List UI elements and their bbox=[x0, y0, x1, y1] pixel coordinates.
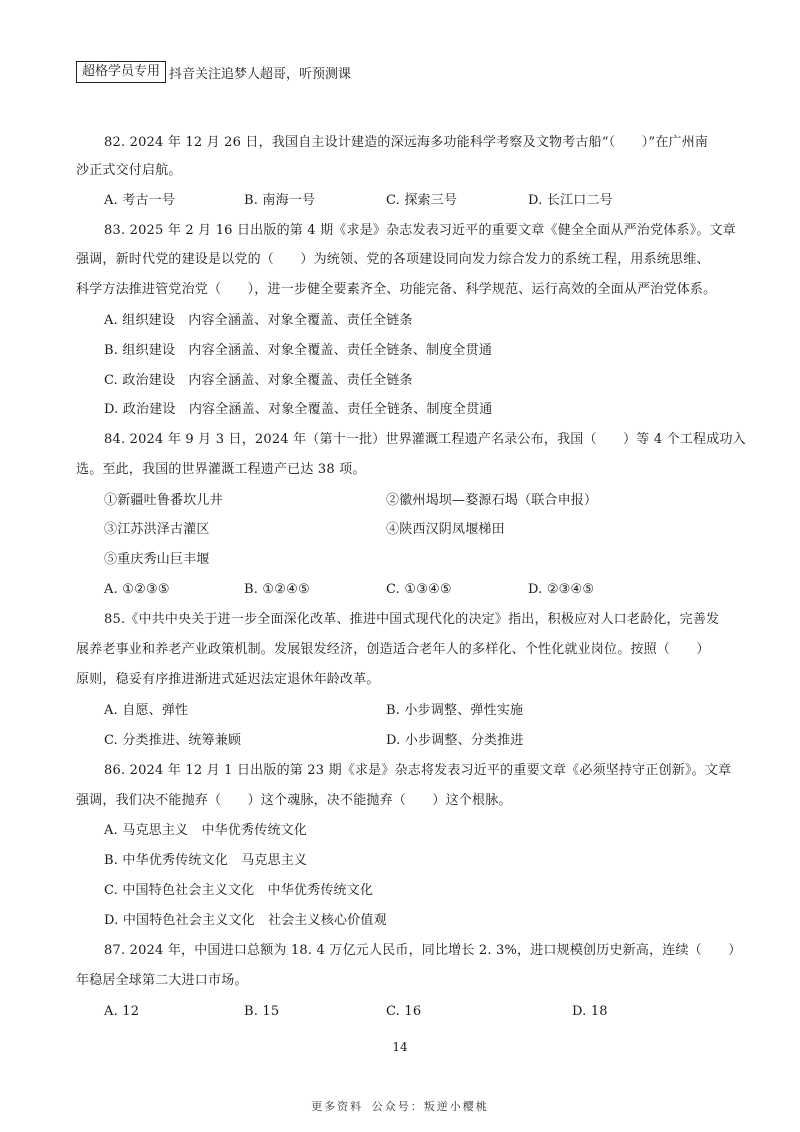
q85-stem-line3: 原则，稳妥有序推进渐进式延迟法定退休年龄改革。 bbox=[76, 672, 380, 687]
q82-option-b: B. 南海一号 bbox=[244, 193, 316, 208]
q82-option-a: A. 考古一号 bbox=[104, 193, 176, 208]
q87-option-d: D. 18 bbox=[572, 1004, 608, 1019]
q84-option-a: A. ①②③⑤ bbox=[104, 582, 170, 597]
q82-stem-line2: 沙正式交付启航。 bbox=[76, 163, 182, 178]
q85-option-b: B. 小步调整、弹性实施 bbox=[386, 703, 524, 718]
q85-option-d: D. 小步调整、分类推进 bbox=[386, 733, 524, 748]
q85-option-c: C. 分类推进、统筹兼顾 bbox=[104, 733, 242, 748]
q86-stem-line1: 86. 2024 年 12 月 1 日出版的第 23 期《求是》杂志将发表习近平的重要文章《必须坚持守正创新》。文章 bbox=[104, 763, 732, 778]
q86-option-d: D. 中国特色社会主义文化 社会主义核心价值观 bbox=[104, 913, 387, 928]
q85-stem-line1: 85.《中共中央关于进一步全面深化改革、推进中国式现代化的决定》指出，积极应对人口老龄化，完善发 bbox=[104, 612, 720, 627]
q87-stem-line1: 87. 2024 年，中国进口总额为 18. 4 万亿元人民币，同比增长 2. 3%，进口规模创历史新高，连续（ ） bbox=[104, 943, 742, 958]
q84-option-b: B. ①②④⑤ bbox=[244, 582, 310, 597]
header-note: 抖音关注追梦人超哥，听预测课 bbox=[169, 66, 352, 82]
q82-stem-line1: 82. 2024 年 12 月 26 日，我国自主设计建造的深远海多功能科学考察及文物考古船“（ ）”在广州南 bbox=[104, 135, 709, 150]
q82-option-d: D. 长江口二号 bbox=[528, 193, 613, 208]
q83-option-b: B. 组织建设 内容全涵盖、对象全覆盖、责任全链条、制度全贯通 bbox=[104, 343, 493, 358]
q84-item-5: ⑤重庆秀山巨丰堰 bbox=[104, 552, 210, 567]
q87-stem-line2: 年稳居全球第二大进口市场。 bbox=[76, 973, 248, 988]
q84-option-c: C. ①③④⑤ bbox=[386, 582, 452, 597]
q84-item-1: ①新疆吐鲁番坎儿井 bbox=[104, 493, 223, 508]
q84-stem-line1: 84. 2024 年 9 月 3 日，2024 年（第十一批）世界灌溉工程遗产名录公布，我国（ ）等 4 个工程成功入 bbox=[104, 432, 746, 447]
q84-item-2: ②徽州堨坝—婺源石堨（联合申报） bbox=[386, 493, 598, 508]
q83-stem-line2: 强调，新时代党的建设是以党的（ ）为统领、党的各项建设同向发力综合发力的系统工程，用系统思维、 bbox=[76, 252, 710, 267]
exclusive-badge: 超格学员专用 bbox=[76, 61, 166, 83]
q85-stem-line2: 展养老事业和养老产业政策机制。发展银发经济，创造适合老年人的多样化、个性化就业岗位。按照（ ） bbox=[76, 642, 710, 657]
q83-stem-line1: 83. 2025 年 2 月 16 日出版的第 4 期《求是》杂志发表习近平的重要文章《健全全面从严治党体系》。文章 bbox=[104, 223, 737, 238]
q84-option-d: D. ②③④⑤ bbox=[528, 582, 595, 597]
q86-stem-line2: 强调，我们决不能抛弃（ ）这个魂脉，决不能抛弃（ ）这个根脉。 bbox=[76, 793, 512, 808]
q84-stem-line2: 选。至此，我国的世界灌溉工程遗产已达 38 项。 bbox=[76, 462, 366, 477]
q87-option-b: B. 15 bbox=[244, 1004, 280, 1019]
q85-option-a: A. 自愿、弹性 bbox=[104, 703, 189, 718]
page-number: 14 bbox=[392, 1040, 408, 1054]
page-footer: 更多资料 公众号：叛逆小樱桃 bbox=[311, 1100, 489, 1113]
q84-item-4: ④陕西汉阴凤堰梯田 bbox=[386, 522, 505, 537]
q87-option-c: C. 16 bbox=[386, 1004, 422, 1019]
q83-option-a: A. 组织建设 内容全涵盖、对象全覆盖、责任全链条 bbox=[104, 313, 413, 328]
q87-option-a: A. 12 bbox=[104, 1004, 140, 1019]
page-header bbox=[76, 61, 351, 83]
q86-option-c: C. 中国特色社会主义文化 中华优秀传统文化 bbox=[104, 883, 374, 898]
q84-item-3: ③江苏洪泽古灌区 bbox=[104, 522, 210, 537]
q86-option-a: A. 马克思主义 中华优秀传统文化 bbox=[104, 823, 308, 838]
q83-option-d: D. 政治建设 内容全涵盖、对象全覆盖、责任全链条、制度全贯通 bbox=[104, 402, 493, 417]
q83-option-c: C. 政治建设 内容全涵盖、对象全覆盖、责任全链条 bbox=[104, 373, 413, 388]
q82-option-c: C. 探索三号 bbox=[386, 193, 458, 208]
q83-stem-line3: 科学方法推进管党治党（ ），进一步健全要素齐全、功能完备、科学规范、运行高效的全面从严治党体系。 bbox=[76, 282, 717, 297]
q86-option-b: B. 中华优秀传统文化 马克思主义 bbox=[104, 853, 308, 868]
